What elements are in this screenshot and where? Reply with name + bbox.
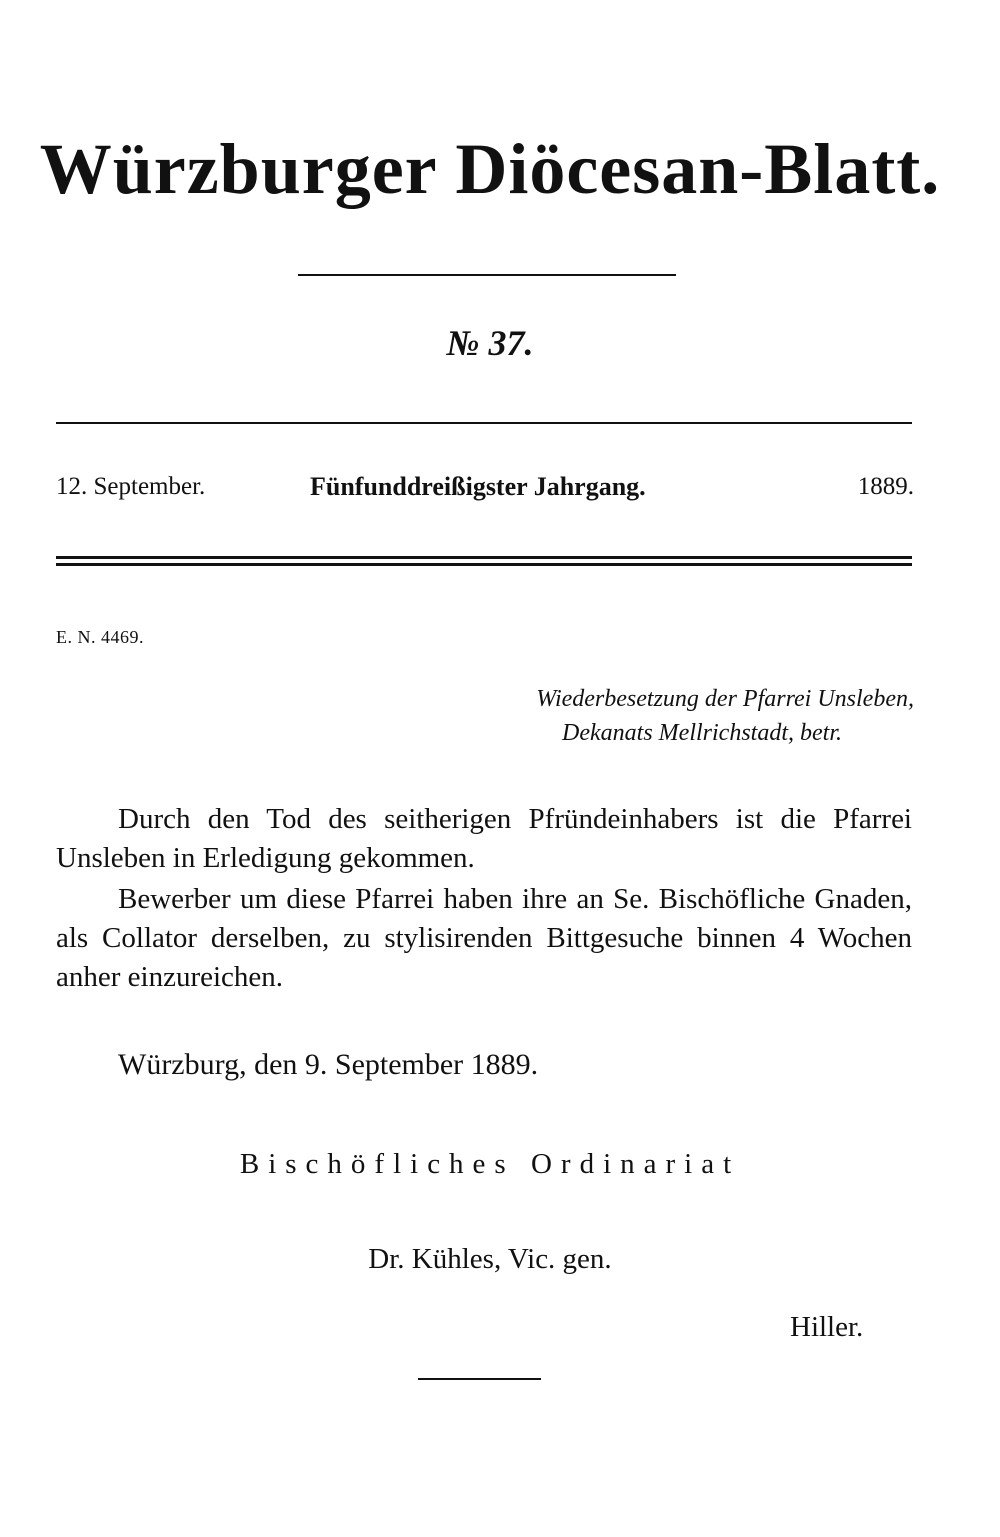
divider-short — [298, 274, 676, 276]
body-paragraph-1 — [56, 800, 912, 878]
issue-date: 12. September. — [56, 473, 206, 500]
divider-top — [56, 422, 912, 424]
paragraph-1-text: Durch den Tod des seitherigen Pfründeinhabers ist die Pfarrei Unsleben in Erledigung gekommen. — [56, 803, 912, 874]
divider-double-lower — [56, 563, 912, 566]
issue-year: 1889. — [857, 473, 914, 500]
issue-number: № 37. — [446, 323, 534, 363]
issuing-office: Bischöfliches Ordinariat — [239, 1148, 741, 1180]
reference-number: E. N. 4469. — [56, 627, 144, 647]
paragraph-2-text: Bewerber um diese Pfarrei haben ihre an Se. Bischöfliche Gnaden, als Collator derselben, zu stylisirenden Bittgesuche binnen 4 Wochen anher einzureichen. — [56, 883, 912, 993]
divider-double-upper — [56, 556, 912, 559]
subject-block — [480, 682, 914, 750]
masthead-title: Würzburger Diöcesan-Blatt. — [39, 129, 941, 209]
divider-end — [418, 1378, 541, 1380]
volume-label: Fünfunddreißigster Jahrgang. — [310, 472, 646, 501]
subject-line-2: Dekanats Mellrichstadt, betr. — [562, 720, 842, 746]
place-and-date: Würzburg, den 9. September 1889. — [118, 1048, 539, 1081]
body-paragraph-2 — [56, 880, 912, 997]
signatory: Dr. Kühles, Vic. gen. — [368, 1243, 612, 1275]
subject-line-1: Wiederbesetzung der Pfarrei Unsleben, — [536, 686, 914, 712]
secretary-signature: Hiller. — [790, 1311, 864, 1343]
